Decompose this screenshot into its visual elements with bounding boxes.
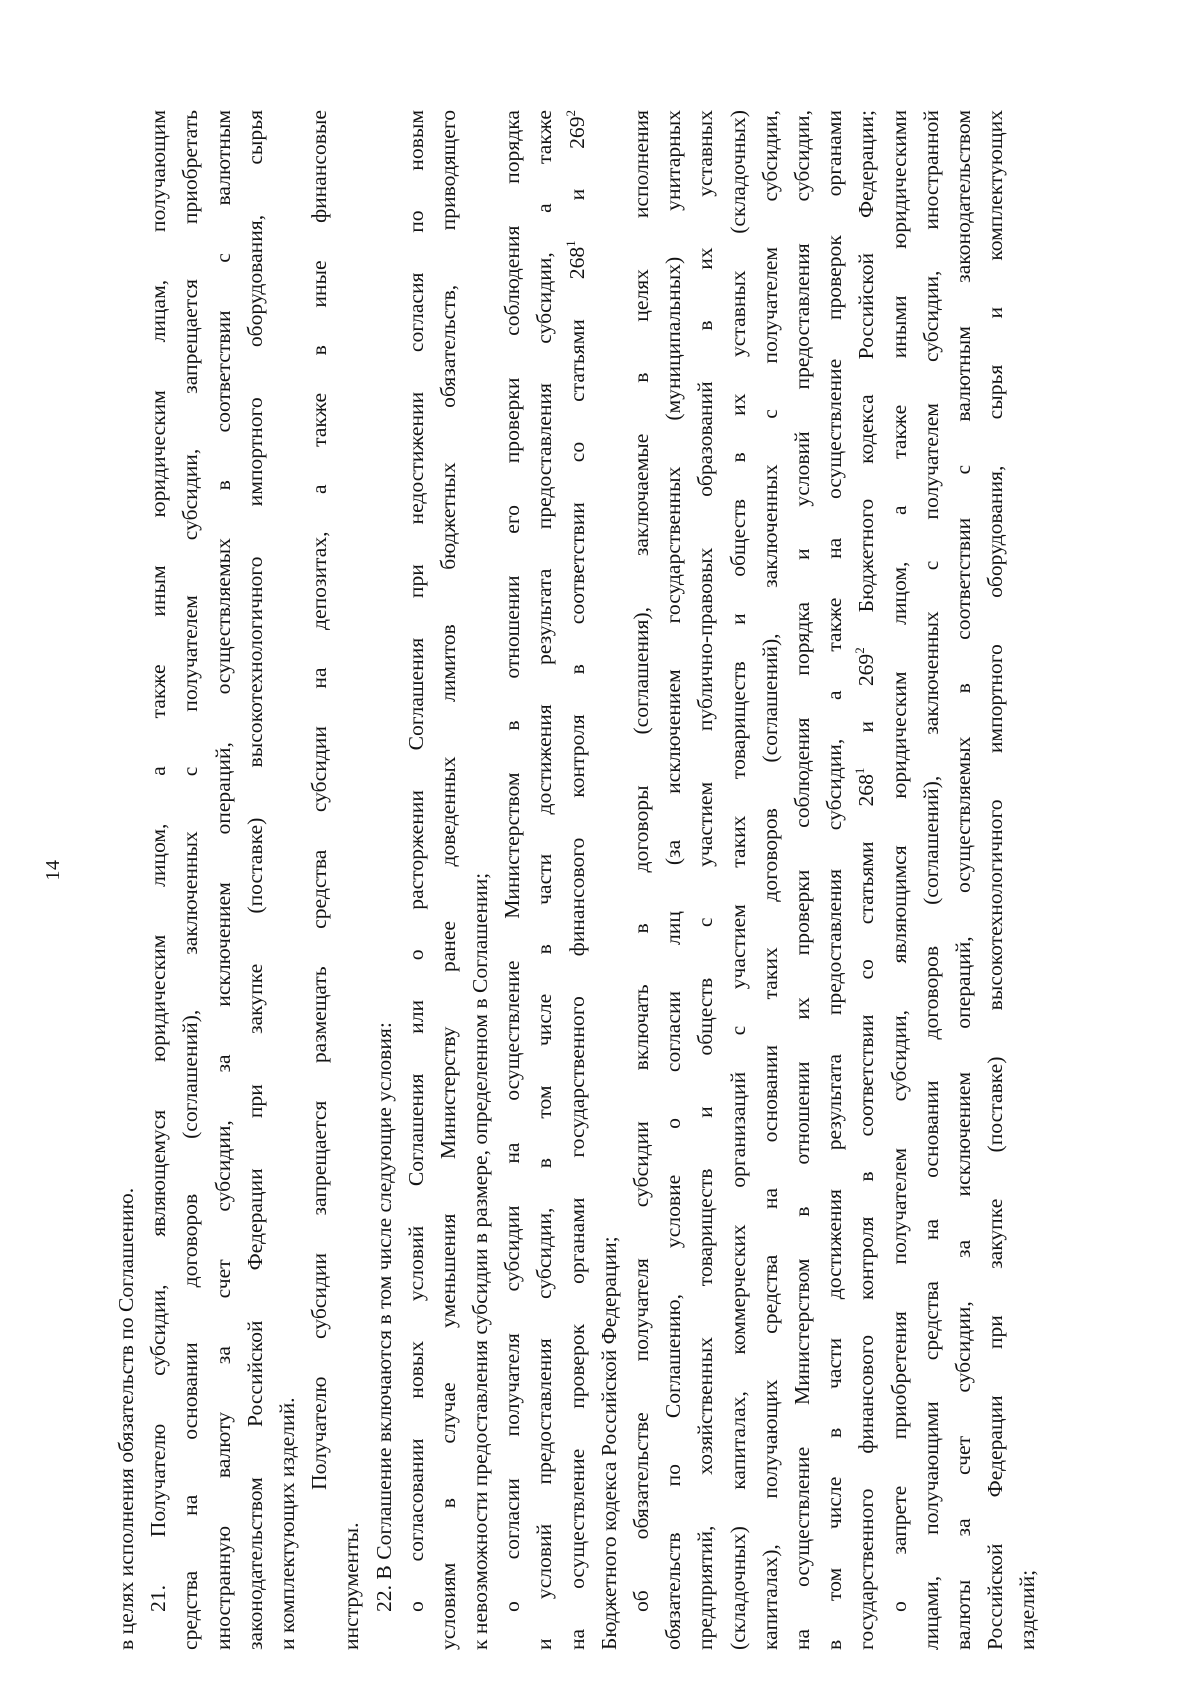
text-line: на осуществление Министерством в отношении их проверки соблюдения порядка и условий предоставления субсидии,	[789, 110, 814, 1650]
text-line: иностранную валюту за счет субсидии, за исключением операций, осуществляемых в соответствии с валютным	[210, 110, 235, 1650]
text-line: лицами, получающими средства на основании договоров (соглашений), заключенных с получателем субсидии, иностранной	[918, 110, 943, 1650]
text-line: обязательств по Соглашению, условие о согласии лиц (за исключением государственных (муниципальных) унитарных	[661, 110, 686, 1650]
text-line: предприятий, хозяйственных товариществ и обществ с участием публично-правовых образований в их уставных	[693, 110, 718, 1650]
text-line: на осуществление проверок органами государственного финансового контроля в соответствии со статьями $268^1$ и $269^2$	[562, 110, 589, 1650]
text-line: о согласовании новых условий Соглашения или о расторжении Соглашения при недостижении согласия по новым	[403, 110, 428, 1612]
text-line: изделий;	[1015, 1569, 1040, 1650]
text-line: и условий предоставления субсидии, в том числе в части достижения результата предоставления субсидии, а также	[532, 110, 557, 1650]
text-line: средства на основании договоров (соглашений), заключенных с получателем субсидии, запрещается приобретать	[178, 110, 203, 1650]
text-line: 22. В Соглашение включаются в том числе следующие условия:	[371, 1022, 396, 1612]
text-line: о согласии получателя субсидии на осуществление Министерством в отношении его проверки соблюдения порядка	[500, 110, 525, 1612]
page-number: 14	[42, 859, 64, 881]
text-line: в том числе в части достижения результата предоставления субсидии, а также на осуществление проверок органами	[822, 110, 847, 1650]
text-line: (складочных) капиталах, коммерческих организаций с участием таких товариществ и обществ в их уставных (складочных)	[725, 110, 750, 1650]
text-line: условиям в случае уменьшения Министерству ранее доведенных лимитов бюджетных обязательств, приводящего	[435, 110, 460, 1650]
text-line: 21. Получателю субсидии, являющемуся юридическим лицом, а также иным юридическим лицам, получающим	[146, 110, 171, 1612]
document-body	[110, 110, 1043, 1650]
text-line: валюты за счет субсидии, за исключением операций, осуществляемых в соответствии с валютным законодательством	[950, 110, 975, 1650]
text-line: Получателю субсидии запрещается размещать средства субсидии на депозитах, а также в иные финансовые	[307, 110, 332, 1490]
text-line: капиталах), получающих средства на основании таких договоров (соглашений), заключенных с получателем субсидии,	[757, 110, 782, 1650]
text-line: законодательством Российской Федерации при закупке (поставке) высокотехнологичного импортного оборудования, сырья	[242, 110, 267, 1650]
text-line: к невозможности предоставления субсидии в размере, определенном в Соглашении;	[468, 872, 493, 1650]
text-line: государственного финансового контроля в соответствии со статьями $268^1$ и $269^2$ Бюджетного кодекса Российской Федерации;	[852, 110, 879, 1650]
text-line: инструменты.	[339, 1522, 364, 1650]
text-line: Бюджетного кодекса Российской Федерации;	[596, 1236, 621, 1650]
text-line: об обязательстве получателя субсидии включать в договоры (соглашения), заключаемые в целях исполнения	[629, 110, 653, 1612]
text-line: о запрете приобретения получателем субсидии, являющимся юридическим лицом, а также иными юридическими	[886, 110, 911, 1612]
text-line: в целях исполнения обязательств по Соглашению.	[114, 1187, 138, 1650]
text-line: и комплектующих изделий.	[274, 1397, 299, 1650]
text-line: Российской Федерации при закупке (поставке) высокотехнологичного импортного оборудования, сырья и комплектующих	[983, 110, 1008, 1650]
rotated-document-sheet	[42, 90, 1050, 1650]
